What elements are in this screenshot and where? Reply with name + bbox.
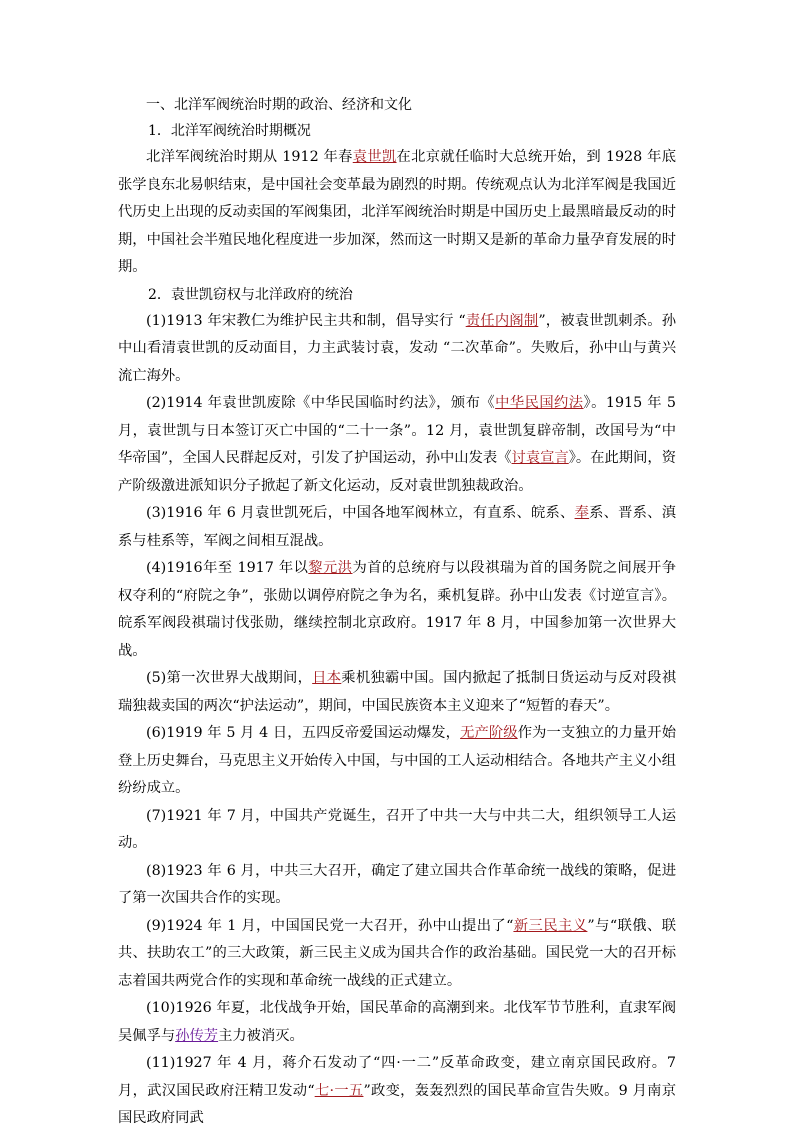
text-run: 北洋军阀统治时期从 1912 年春 [146, 149, 353, 165]
text-run: (7)1921 年 7 月，中国共产党诞生，召开了中共一大与中共二大，组织领导工人运动。 [118, 807, 676, 851]
subsection-heading-yuan: 2．袁世凯窃权与北洋政府的统治 [148, 286, 353, 303]
term-link[interactable]: 讨袁宣言 [511, 450, 569, 466]
term-link[interactable]: 无产阶级 [460, 725, 518, 741]
event-item [118, 858, 676, 913]
text-run: (10)1926 年夏，北伐战争开始，国民革命的高潮到来。北伐军节节胜利，直隶军阀吴佩孚与 [118, 1000, 676, 1044]
term-link[interactable]: 袁世凯 [352, 149, 397, 165]
term-link[interactable]: 新三民主义 [513, 917, 588, 934]
text-run: (9)1924 年 1 月，中国国民党一大召开，孙中山提出了“ [146, 917, 514, 934]
overview-paragraph [118, 144, 676, 282]
event-item [118, 995, 676, 1050]
text-run: 为首的总统府与以段祺瑞为首的国务院之间展开争权夺利的“府院之争”，张勋以调停府院之争为名，乘机复辟。孙中山发表《讨逆宣言》。皖系军阀段祺瑞讨伐张勋，继续控制北京政府。1917 年 8 月，中国参加第一次世界大战。 [118, 560, 677, 659]
event-item [118, 555, 676, 665]
term-link[interactable]: 奉 [574, 505, 590, 521]
term-link[interactable]: 日本 [312, 670, 342, 686]
event-item [118, 500, 676, 555]
text-run: (4)1916年至 1917 年以 [146, 560, 309, 576]
text-run: 乘机独霸中国。国内掀起了抵制日货运动与反对段祺瑞独裁卖国的两次“护法运动”，期间，中国民族资本主义迎来了“短暂的春天”。 [118, 670, 676, 714]
term-link[interactable]: 责任内阁制 [465, 312, 539, 329]
text-run: 主力被消灭。 [218, 1027, 304, 1044]
text-run: ”与“联俄、联共、扶助农工”的三大政策，新三民主义成为国共合作的政治基础。国民党一大的召开标志着国共两党合作的实现和革命统一战线的正式建立。 [118, 917, 676, 989]
term-link[interactable]: 孙传芳 [175, 1027, 219, 1044]
text-run: (8)1923 年 6 月，中共三大召开，确定了建立国共合作革命统一战线的策略，促进了第一次国共合作的实现。 [118, 862, 676, 906]
event-item [118, 720, 676, 803]
text-run: 系、晋系、滇系与桂系等，军阀之间相互混战。 [118, 505, 676, 549]
text-run: (11)1927 年 4 月，蒋介石发动了“四·一二”反革命政变，建立南京国民政府。7 月，武汉国民政府汪精卫发动“ [118, 1055, 676, 1099]
event-item [118, 665, 676, 720]
event-item [118, 390, 676, 500]
text-run: 》。在此期间，资产阶级激进派知识分子掀起了新文化运动，反对袁世凯独裁政治。 [118, 450, 677, 494]
event-item [118, 913, 676, 996]
text-run: 作为一支独立的力量开始登上历史舞台，马克思主义开始传入中国，与中国的工人运动相结合。各地共产主义小组纷纷成立。 [118, 725, 677, 796]
event-item [118, 308, 676, 391]
text-run: 在北京就任临时大总统开始，到 1928 年底张学良东北易帜结束，是中国社会变革最为剧烈的时期。传统观点认为北洋军阀是我国近代历史上出现的反动卖国的军阀集团，北洋军阀统治时期是中国历史上最黑暗最反动的时期，中国社会半殖民地化程度进一步加深，然而这一时期又是新的革命力量孕育发展的时期。 [118, 149, 676, 275]
subsection-heading-overview: 1．北洋军阀统治时期概况 [148, 123, 311, 139]
section-heading: 一、北洋军阀统治时期的政治、经济和文化 [146, 97, 412, 113]
term-link[interactable]: 黎元洪 [308, 560, 353, 576]
text-run: (1)1913 年宋教仁为维护民主共和制，倡导实行 “ [146, 312, 466, 329]
event-list [118, 308, 676, 1133]
document-content [118, 92, 676, 1133]
text-run: (5)第一次世界大战期间， [146, 670, 313, 686]
event-item [118, 803, 676, 858]
text-run: (6)1919 年 5 月 4 日，五四反帝爱国运动爆发， [146, 725, 461, 741]
text-run: 》。1915 年 5 月，袁世凯与日本签订灭亡中国的“二十一条”。12 月，袁世凯复辟帝制，改国号为“中华帝国”，全国人民群起反对，引发了护国运动，孙中山发表《 [118, 395, 677, 466]
text-run: ”政变，轰轰烈烈的国民革命宣告失败。9 月南京国民政府同武 [118, 1082, 676, 1126]
text-run: (2)1914 年袁世凯废除《中华民国临时约法》，颁布《 [146, 395, 496, 411]
text-run: (3)1916 年 6 月袁世凯死后，中国各地军阀林立，有直系、皖系、 [146, 505, 575, 521]
text-run: ”，被袁世凯刺杀。孙中山看清袁世凯的反动面目，力主武装讨袁，发动 “二次革命”。失败后，孙中山与黄兴流亡海外。 [118, 312, 676, 384]
term-link[interactable]: 七·一五 [314, 1082, 364, 1099]
event-item [118, 1050, 676, 1133]
term-link[interactable]: 中华民国约法 [495, 395, 584, 411]
